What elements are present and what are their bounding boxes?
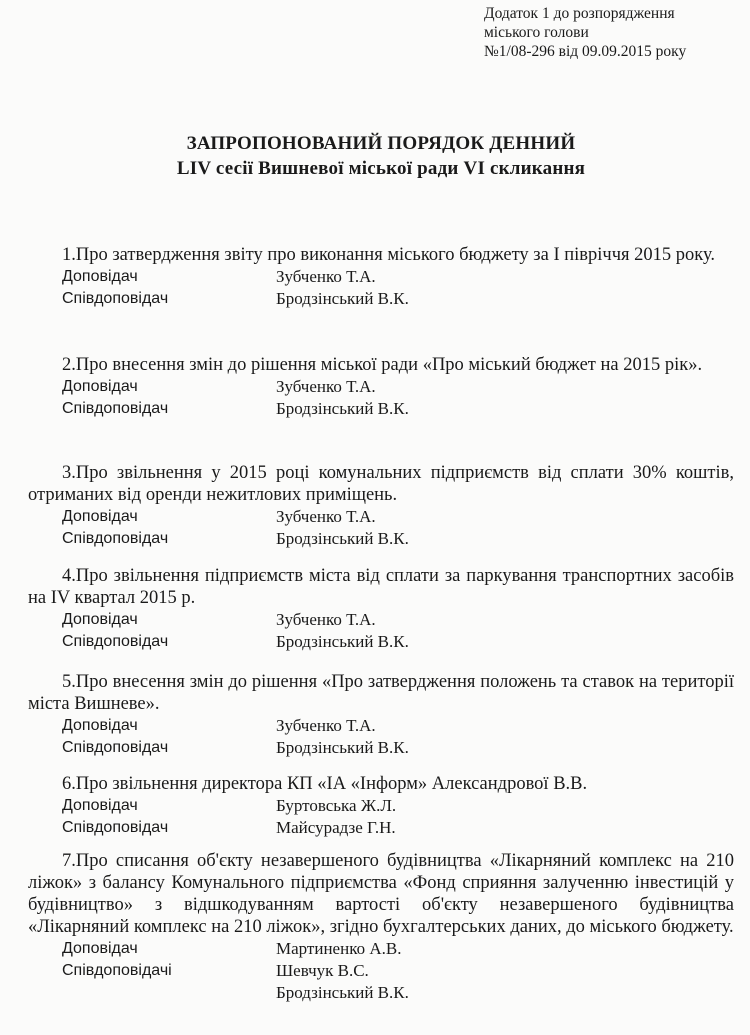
speaker-row [28, 376, 734, 398]
co-speaker-label: Співдоповідач [62, 530, 169, 547]
co-speaker-row [28, 817, 734, 839]
speaker-name: Буртовська Ж.Л. [276, 796, 397, 815]
speaker-label: Доповідач [62, 611, 138, 628]
speaker-label: Доповідач [62, 717, 138, 734]
co-speaker-label-empty [28, 982, 276, 1004]
speaker-row [28, 609, 734, 631]
co-speaker-row [28, 398, 734, 420]
co-speaker-name-2: Бродзінський В.К. [276, 983, 409, 1002]
co-speaker-name: Бродзінський В.К. [276, 738, 409, 757]
annex-header [484, 4, 746, 61]
co-speaker-name: Бродзінський В.К. [276, 529, 409, 548]
co-speaker-name: Бродзінський В.К. [276, 289, 409, 308]
co-speaker-label: Співдоповідач [62, 819, 169, 836]
co-speaker-label: Співдоповідач [62, 290, 169, 307]
speaker-name: Зубченко Т.А. [276, 377, 376, 396]
co-speaker-name: Бродзінський В.К. [276, 632, 409, 651]
annex-line-1: Додаток 1 до розпорядження [484, 5, 675, 22]
agenda-item-1 [28, 244, 734, 310]
annex-line-3: №1/08-296 від 09.09.2015 року [484, 43, 687, 60]
co-speaker-label: Співдоповідач [62, 633, 169, 650]
speaker-row [28, 506, 734, 528]
speaker-label: Доповідач [62, 940, 138, 957]
co-speaker-name: Шевчук В.С. [276, 961, 369, 980]
agenda-item-4 [28, 565, 734, 653]
agenda-item-7 [28, 850, 734, 1004]
co-speaker-name: Бродзінський В.К. [276, 399, 409, 418]
speaker-name: Зубченко Т.А. [276, 716, 376, 735]
speaker-label: Доповідач [62, 378, 138, 395]
speaker-name: Зубченко Т.А. [276, 507, 376, 526]
speaker-row [28, 938, 734, 960]
agenda-item-text: 2.Про внесення змін до рішення міської ради «Про міський бюджет на 2015 рік». [62, 355, 703, 375]
speaker-name: Мартиненко А.В. [276, 939, 402, 958]
co-speaker-row [28, 631, 734, 653]
co-speaker-row [28, 960, 734, 982]
agenda-item-6 [28, 773, 734, 839]
speaker-row [28, 795, 734, 817]
document-title: ЗАПРОПОНОВАНИЙ ПОРЯДОК ДЕННИЙ [186, 133, 576, 154]
co-speaker-row [28, 288, 734, 310]
speaker-row [28, 266, 734, 288]
agenda-item-text: 1.Про затвердження звіту про виконання міського бюджету за І півріччя 2015 року. [62, 245, 716, 265]
co-speaker-row [28, 528, 734, 550]
co-speaker-label: Співдоповідач [62, 739, 169, 756]
agenda-item-text: 5.Про внесення змін до рішення «Про затвердження положень та ставок на території міста Вишневе». [28, 672, 734, 714]
agenda-item-5 [28, 671, 734, 759]
document-subtitle: LIV сесії Вишневої міської ради VI скликання [176, 158, 586, 179]
agenda-item-text: 7.Про списання об'єкту незавершеного будівництва «Лікарняний комплекс на 210 ліжок» з балансу Комунального підприємства «Фонд сприяння залученню інвестицій у будівництво» з відшкодуванням вартості об'єкту незавершеного будівництва «Лікарняний комплекс на 210 ліжок», згідно бухгалтерських даних, до міського бюджету. [28, 851, 734, 937]
agenda-item-3 [28, 462, 734, 550]
agenda-item-text: 4.Про звільнення підприємств міста від сплати за паркування транспортних засобів на IV квартал 2015 р. [28, 566, 734, 608]
speaker-name: Зубченко Т.А. [276, 610, 376, 629]
co-speaker-name: Майсурадзе Г.Н. [276, 818, 396, 837]
agenda-item-2 [28, 354, 734, 420]
co-speaker-row-2 [28, 982, 734, 1004]
agenda-item-text: 3.Про звільнення у 2015 році комунальних підприємств від сплати 30% коштів, отриманих від оренди нежитлових приміщень. [28, 463, 734, 505]
speaker-name: Зубченко Т.А. [276, 267, 376, 286]
co-speaker-label: Співдоповідачі [62, 962, 172, 979]
speaker-label: Доповідач [62, 508, 138, 525]
co-speaker-label: Співдоповідач [62, 400, 169, 417]
agenda-item-text: 6.Про звільнення директора КП «ІА «Інформ» Александрової В.В. [62, 774, 588, 794]
annex-line-2: міського голови [484, 24, 589, 41]
speaker-label: Доповідач [62, 797, 138, 814]
co-speaker-row [28, 737, 734, 759]
speaker-label: Доповідач [62, 268, 138, 285]
speaker-row [28, 715, 734, 737]
